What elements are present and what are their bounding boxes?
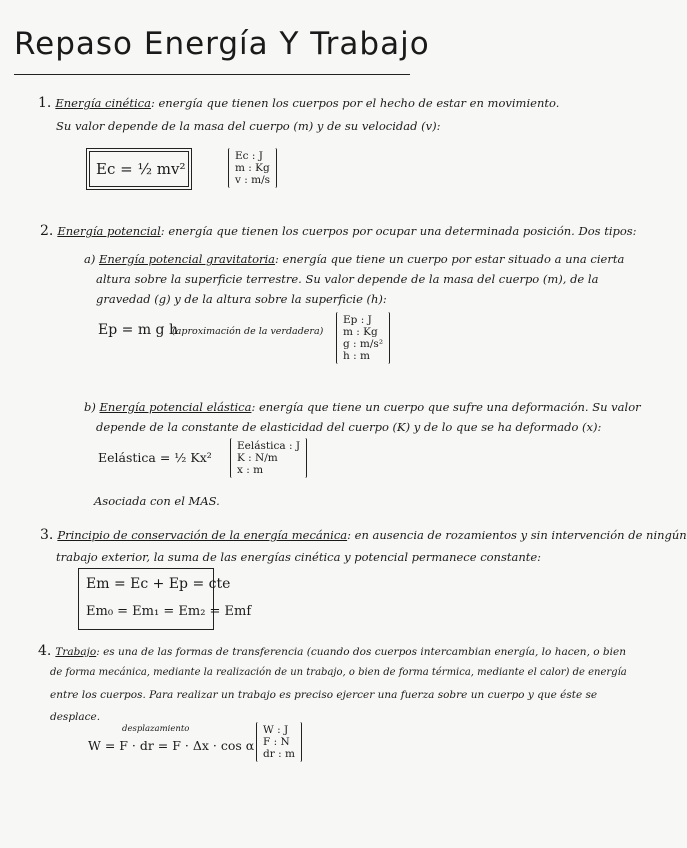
- section-1-number: 1.: [38, 95, 52, 111]
- section-2a-text-1: : energía que tiene un cuerpo por estar situado a una cierta: [275, 252, 625, 266]
- section-2b-label: b): [84, 400, 96, 414]
- unit-item: dr : m: [263, 748, 295, 760]
- unit-item: W : J: [263, 724, 289, 736]
- unit-item: F : N: [263, 736, 290, 748]
- kinetic-units: [228, 148, 277, 188]
- section-2-number: 2.: [40, 223, 54, 239]
- kinetic-energy-formula: Ec = ½ mv²: [96, 160, 186, 178]
- section-2b-line-2: depende de la constante de elasticidad del cuerpo (K) y de lo que se ha deformado (x):: [96, 420, 602, 434]
- section-2-line-1: [40, 224, 637, 238]
- section-4-text-1: : es una de las formas de transferencia (cuando dos cuerpos intercambian energía, lo hacen, o bien: [96, 646, 626, 658]
- section-4-line-2: de forma mecánica, mediante la realización de un trabajo, o bien de forma térmica, mediante el calor) de energía: [50, 667, 627, 678]
- section-2a-label: a): [84, 252, 96, 266]
- section-2b-term: Energía potencial elástica: [99, 400, 252, 414]
- section-1-line-1: [38, 96, 559, 110]
- section-3-text-1: : en ausencia de rozamientos y sin intervención de ningún: [347, 528, 687, 542]
- conservation-formula-2: Em₀ = Em₁ = Em₂ = Emf: [86, 604, 252, 619]
- section-2a-line-1: [84, 252, 624, 266]
- unit-item: Ec : J: [235, 150, 263, 162]
- displacement-annotation: desplazamiento: [122, 724, 190, 734]
- unit-item: m : Kg: [343, 326, 378, 338]
- section-1-text-1: : energía que tienen los cuerpos por el hecho de estar en movimiento.: [150, 96, 560, 110]
- section-4-line-4: desplace.: [50, 711, 101, 723]
- elastic-units: [230, 438, 307, 478]
- gravitational-formula: Ep = m g h: [98, 322, 178, 338]
- section-4-line-1: [38, 644, 626, 659]
- section-3-line-1: [40, 528, 687, 542]
- section-1-line-2: Su valor depende de la masa del cuerpo (m) y de su velocidad (v):: [56, 119, 441, 133]
- unit-item: x : m: [237, 464, 264, 476]
- title-underline: [14, 74, 410, 75]
- page-title: Repaso Energía Y Trabajo: [14, 26, 430, 62]
- section-1-term: Energía cinética: [55, 96, 151, 110]
- section-3-line-2: trabajo exterior, la suma de las energías cinética y potencial permanece constante:: [56, 550, 542, 564]
- unit-item: g : m/s²: [343, 338, 384, 350]
- section-3-number: 3.: [40, 527, 54, 543]
- section-2-text-1: : energía que tienen los cuerpos por ocupar una determinada posición. Dos tipos:: [160, 224, 637, 238]
- section-2a-term: Energía potencial gravitatoria: [99, 252, 276, 266]
- unit-item: K : N/m: [237, 452, 278, 464]
- work-formula: W = F · dr = F · Δx · cos α: [88, 738, 255, 753]
- unit-item: v : m/s: [235, 174, 271, 186]
- gravitational-note: (aproximación de la verdadera): [172, 326, 324, 337]
- elastic-note: Asociada con el MAS.: [94, 494, 220, 508]
- conservation-formula-1: Em = Ec + Ep = cte: [86, 576, 231, 592]
- section-4-number: 4.: [38, 643, 52, 659]
- unit-item: h : m: [343, 350, 370, 362]
- section-2-term: Energía potencial: [57, 224, 161, 238]
- section-2a-line-2: altura sobre la superficie terrestre. Su valor depende de la masa del cuerpo (m), de la: [96, 272, 599, 286]
- section-2b-line-1: [84, 400, 641, 414]
- unit-item: m : Kg: [235, 162, 270, 174]
- unit-item: Ep : J: [343, 314, 372, 326]
- section-2b-text-1: : energía que tiene un cuerpo que sufre una deformación. Su valor: [251, 400, 641, 414]
- unit-item: Eelástica : J: [237, 440, 301, 452]
- work-units: [256, 722, 302, 762]
- section-2a-line-3: gravedad (g) y de la altura sobre la superficie (h):: [96, 292, 387, 306]
- gravitational-units: [336, 312, 390, 364]
- section-4-term: Trabajo: [55, 646, 97, 658]
- elastic-formula: Eelástica = ½ Kx²: [98, 450, 212, 465]
- section-4-line-3: entre los cuerpos. Para realizar un trabajo es preciso ejercer una fuerza sobre un cuerpo y que éste se: [50, 689, 598, 701]
- section-3-term: Principio de conservación de la energía mecánica: [57, 528, 348, 542]
